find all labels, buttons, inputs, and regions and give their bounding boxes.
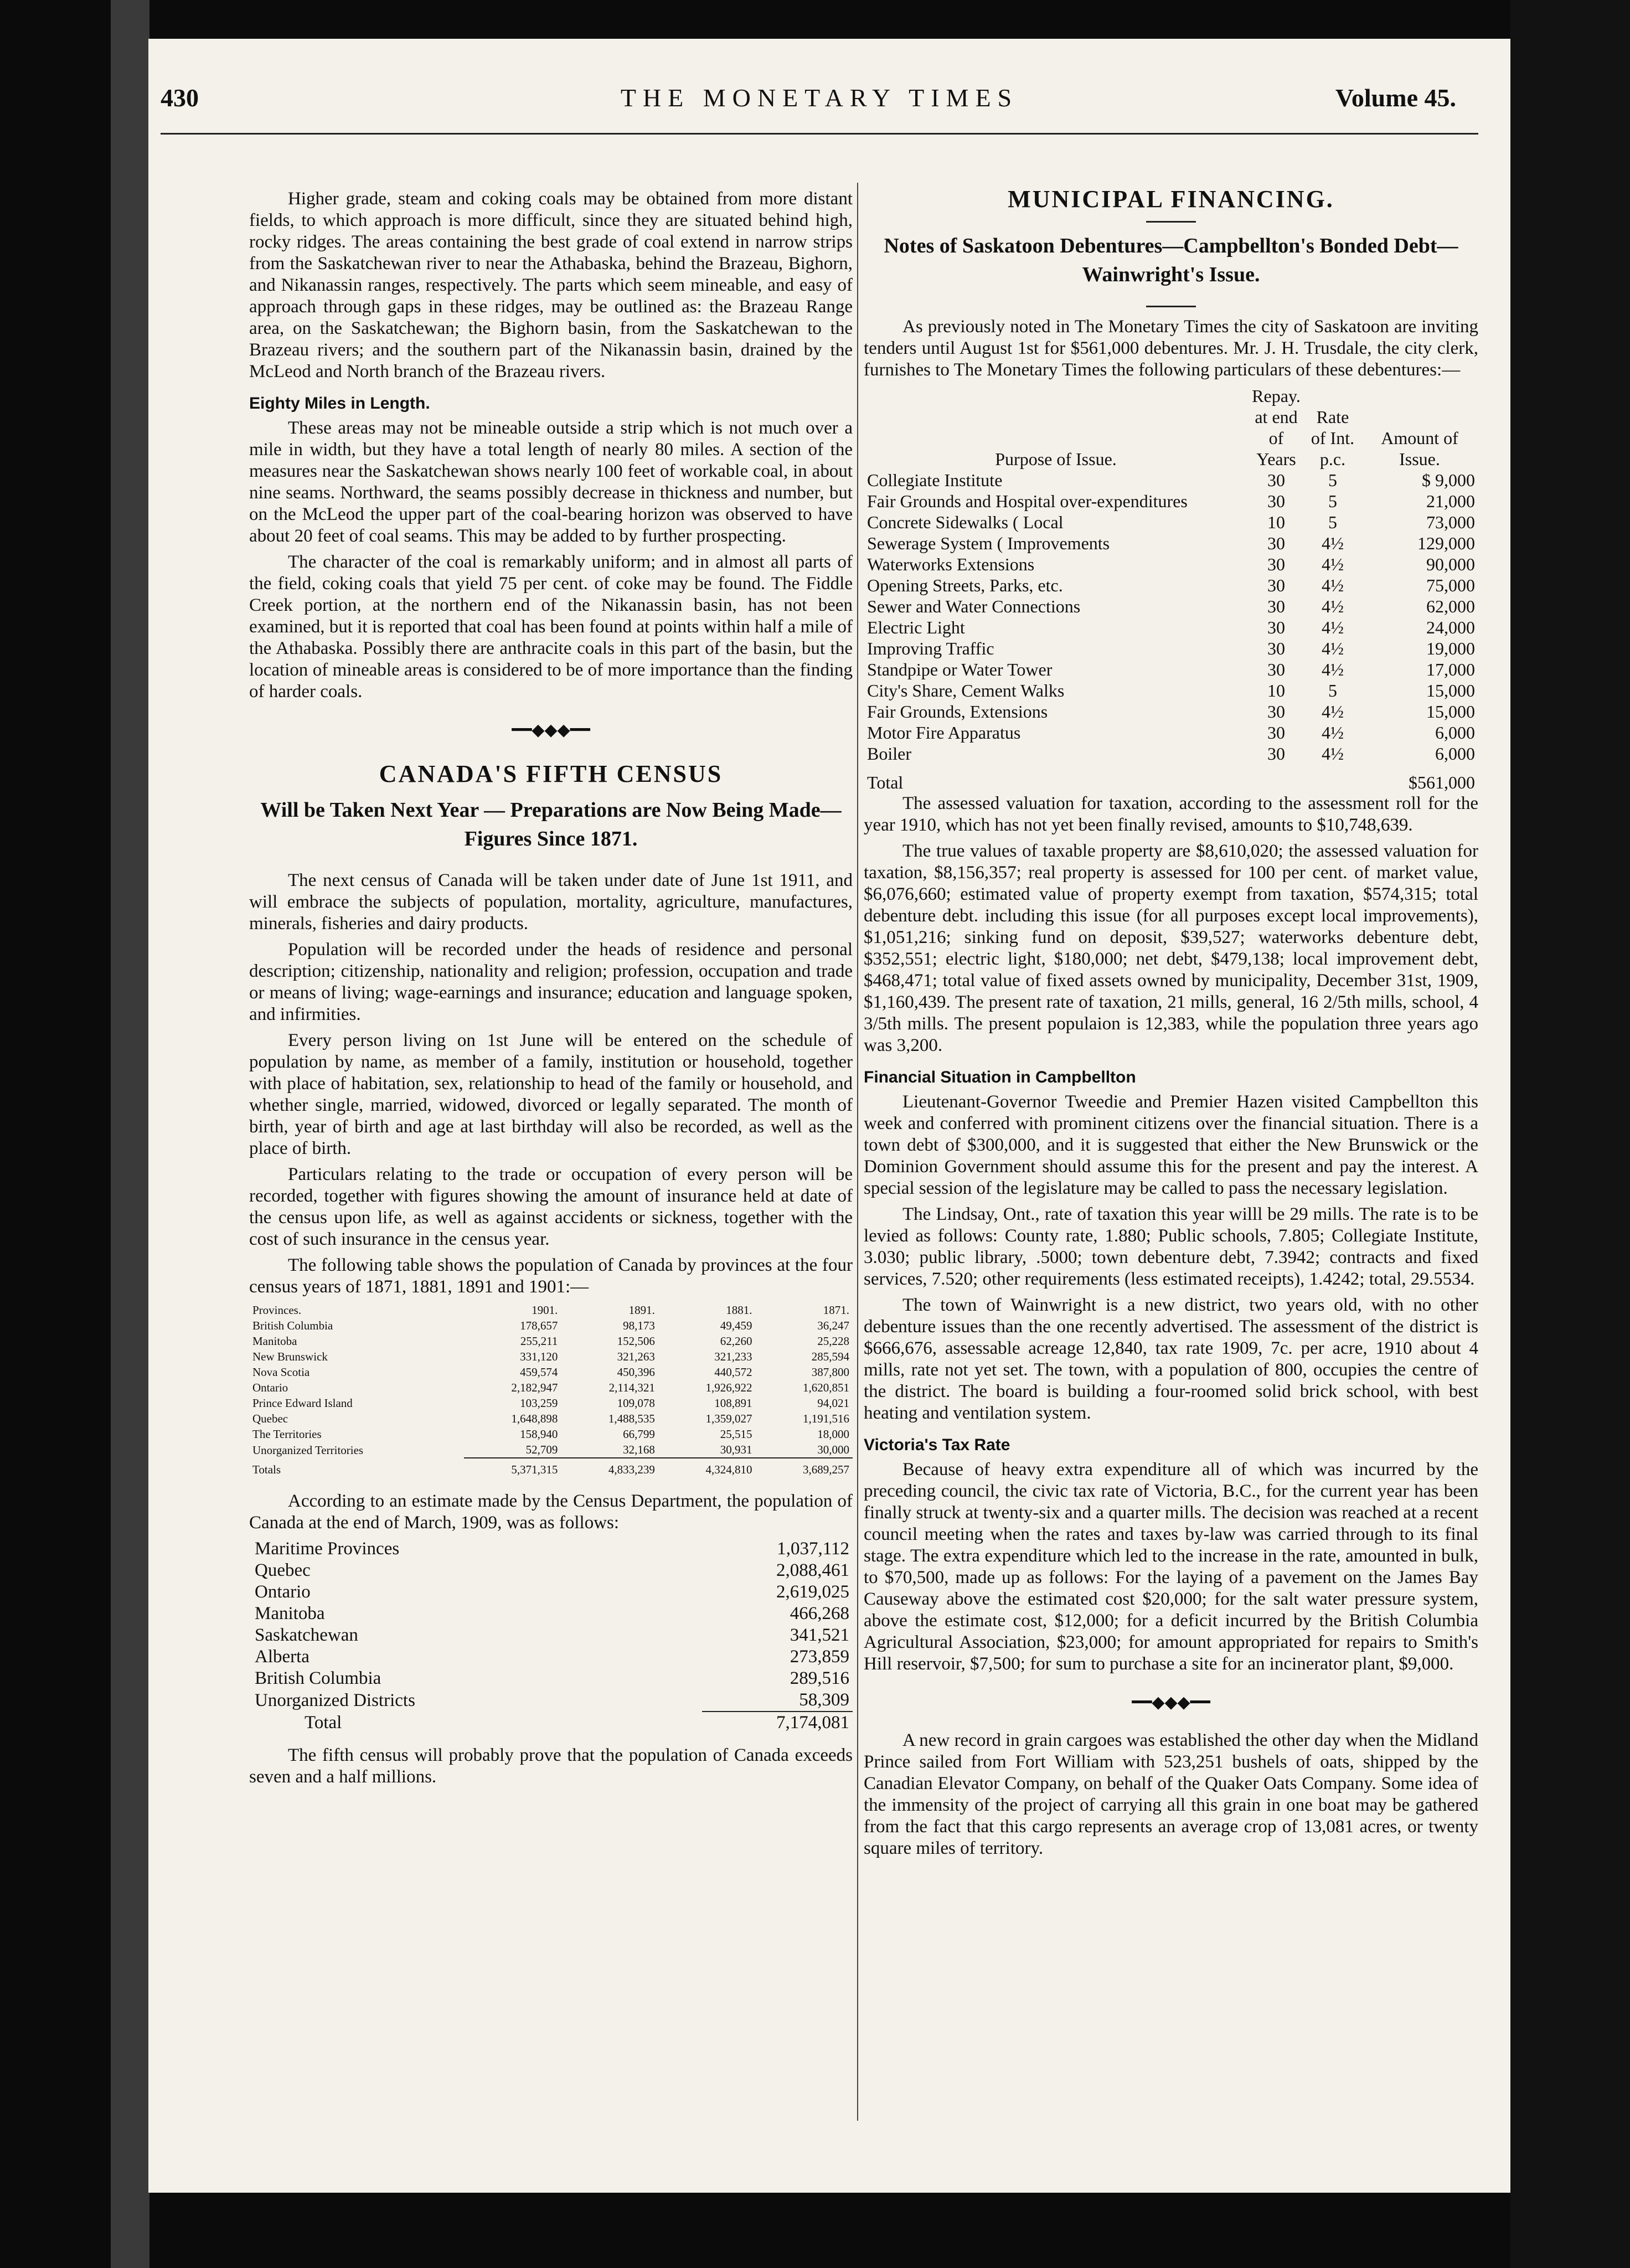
population-value: 66,799: [623, 1427, 655, 1441]
population-value: 1,648,898: [511, 1412, 558, 1425]
debenture-amount: 129,000: [1417, 533, 1475, 553]
census-row: [249, 1411, 853, 1426]
province-name: Unorganized Territories: [252, 1443, 364, 1457]
debenture-purpose: Waterworks Extensions: [867, 554, 1035, 574]
volume-label: Volume 45.: [1335, 84, 1456, 112]
estimate-row: [249, 1538, 853, 1560]
region-name: Quebec: [255, 1560, 311, 1580]
census-paragraph-7: The fifth census will probably prove that the population of Canada exceeds seven and a half millions.: [249, 1745, 853, 1787]
region-name: Manitoba: [255, 1604, 325, 1623]
census-paragraph-1: The next census of Canada will be taken under date of June 1st 1911, and will embrace the subjects of population, mortality, agriculture, manufactures, minerals, fisheries and dairy products.: [249, 870, 853, 934]
paper-title: THE MONETARY TIMES: [620, 84, 1019, 112]
census-headline: CANADA'S FIFTH CENSUS: [379, 760, 723, 787]
region-name: Unorganized Districts: [255, 1690, 415, 1710]
region-name: Saskatchewan: [255, 1625, 358, 1645]
population-value: 321,263: [617, 1350, 655, 1363]
debenture-amount: 90,000: [1426, 554, 1475, 574]
debenture-row: [864, 491, 1478, 512]
debenture-purpose: Opening Streets, Parks, etc.: [867, 575, 1063, 595]
debenture-row: [864, 533, 1478, 554]
population-value: 1,926,922: [705, 1381, 752, 1394]
debenture-years: 10: [1267, 512, 1285, 532]
binding-edge: [111, 0, 149, 2268]
estimate-row: [249, 1689, 853, 1712]
right-column: [864, 185, 1478, 1864]
province-name: The Territories: [252, 1427, 322, 1441]
debenture-amount: 62,000: [1426, 596, 1475, 616]
census-total-row: [249, 1458, 853, 1477]
debenture-rate: 5: [1328, 491, 1337, 511]
population-value: 178,657: [520, 1319, 558, 1332]
debenture-purpose: City's Share, Cement Walks: [867, 681, 1065, 700]
municipal-paragraph-3: The true values of taxable property are $8,610,020; the assessed valuation for taxation, $8,156,357; real property is assessed for 100 per cent. of market value, $6,076,660; estimated value of property exempt from taxation, $574,315; total debenture debt. including this issue (for all purposes except local improvements), $1,051,216; sinking fund on deposit, $39,527; waterworks debenture debt, $352,551; electric light, $180,000; net debt, $479,138; local improvement debt, $468,471; total value of fixed assets owned by municipality, December 31st, 1909, $1,160,439. The present rate of taxation, 21 mills, general, 16 2/5th mills, school, 4 3/5th mills. The present populaion is 12,383, while the population three years ago was 3,200.: [864, 841, 1478, 1055]
estimate-row: [249, 1603, 853, 1625]
population-value: 450,396: [617, 1365, 655, 1379]
population-value: 285,594: [811, 1350, 849, 1363]
estimate-total-label: Total: [305, 1712, 342, 1733]
census-row: [249, 1442, 853, 1458]
debenture-purpose: Improving Traffic: [867, 638, 994, 658]
debenture-rate: 4½: [1322, 554, 1344, 574]
estimate-row: [249, 1646, 853, 1668]
estimate-total-row: [249, 1712, 853, 1734]
debenture-years: 10: [1267, 681, 1285, 700]
population-value: 1,191,516: [803, 1412, 849, 1425]
debenture-amount: 6,000: [1435, 723, 1475, 743]
census-row: [249, 1364, 853, 1380]
census-deck: Will be Taken Next Year — Preparations are Now Being Made—Figures Since 1871.: [260, 798, 842, 850]
census-row: [249, 1426, 853, 1442]
page-number: 430: [161, 84, 199, 112]
debenture-rate: 4½: [1322, 744, 1344, 764]
totals-value: 5,371,315: [464, 1458, 561, 1477]
debenture-amount: 6,000: [1435, 744, 1475, 764]
debenture-years: 30: [1267, 554, 1285, 574]
census-paragraph-3: Every person living on 1st June will be entered on the schedule of population by name, as member of a family, institution or household, together with place of habitation, sex, relationship to head of the family or household, and whether single, married, widowed, divorced or legally separated. The month of birth, year of birth and age at last birthday will also be recorded, as well as the place of birth.: [249, 1030, 853, 1158]
debenture-purpose: Collegiate Institute: [867, 470, 1003, 490]
region-population: 341,521: [790, 1625, 849, 1645]
population-value: 18,000: [817, 1427, 849, 1441]
census-row: [249, 1395, 853, 1411]
saskatoon-total-label: Total: [867, 772, 904, 792]
region-name: Maritime Provinces: [255, 1539, 400, 1559]
debenture-years: 30: [1267, 575, 1285, 595]
col-purpose: Purpose of Issue.: [995, 449, 1117, 469]
debenture-years: 30: [1267, 723, 1285, 743]
debenture-amount: $ 9,000: [1422, 470, 1475, 490]
rule: [1146, 306, 1196, 307]
debenture-row: [864, 596, 1478, 617]
population-value: 2,182,947: [511, 1381, 558, 1394]
debenture-row: [864, 722, 1478, 743]
estimate-row: [249, 1668, 853, 1689]
population-value: 36,247: [817, 1319, 849, 1332]
debenture-row: [864, 575, 1478, 596]
population-value: 1,488,535: [608, 1412, 655, 1425]
region-population: 58,309: [799, 1690, 849, 1710]
census-paragraph-2: Population will be recorded under the heads of residence and personal description; citizenship, nationality and religion; profession, occupation and trade or means of living; wage-earnings and insurance; education and language spoken, and infirmities.: [249, 940, 853, 1024]
population-value: 1,359,027: [705, 1412, 752, 1425]
municipal-paragraph-5: The Lindsay, Ont., rate of taxation this year willl be 29 mills. The rate is to be levied as follows: County rate, 1.880; Public schools, 7.805; Collegiate Institute, 3.030; public library, .5000; town debenture debt, 7.3942; contracts and fixed services, 7.520; other requirements (less estimated receipts), 1.4242; total, 29.5534.: [864, 1204, 1478, 1289]
province-name: British Columbia: [252, 1319, 333, 1332]
debenture-rate: 5: [1328, 681, 1337, 700]
population-value: 387,800: [811, 1365, 849, 1379]
debenture-purpose: Fair Grounds and Hospital over-expenditures: [867, 491, 1188, 511]
population-value: 32,168: [623, 1443, 655, 1456]
population-value: 52,709: [525, 1443, 558, 1456]
debenture-purpose: Motor Fire Apparatus: [867, 723, 1021, 743]
debenture-row: [864, 617, 1478, 638]
debenture-amount: 21,000: [1426, 491, 1475, 511]
saskatoon-table: [864, 385, 1478, 793]
debenture-rate: 4½: [1322, 659, 1344, 679]
debenture-years: 30: [1267, 533, 1285, 553]
debenture-row: [864, 659, 1478, 680]
population-value: 25,228: [817, 1334, 849, 1348]
debenture-rate: 4½: [1322, 702, 1344, 721]
debenture-rate: 4½: [1322, 617, 1344, 637]
region-population: 466,268: [790, 1604, 849, 1623]
population-value: 98,173: [623, 1319, 655, 1332]
col-1871: 1871.: [823, 1303, 849, 1317]
population-value: 2,114,321: [608, 1381, 655, 1394]
population-value: 25,515: [720, 1427, 752, 1441]
population-value: 321,233: [714, 1350, 752, 1363]
census-paragraph-5: The following table shows the population of Canada by provinces at the four census years of 1871, 1881, 1891 and 1901:—: [249, 1255, 853, 1297]
subhead-campbellton: Financial Situation in Campbellton: [864, 1068, 1136, 1086]
saskatoon-total-value: $561,000: [1409, 772, 1475, 792]
totals-value: 4,833,239: [561, 1458, 658, 1477]
population-value: 158,940: [520, 1427, 558, 1441]
province-name: Quebec: [252, 1412, 288, 1425]
population-value: 255,211: [520, 1334, 558, 1348]
col-provinces: Provinces.: [252, 1303, 302, 1317]
debenture-purpose: Concrete Sidewalks ( Local: [867, 512, 1064, 532]
population-value: 440,572: [714, 1365, 752, 1379]
debenture-years: 30: [1267, 702, 1285, 721]
estimate-row: [249, 1560, 853, 1581]
column-divider: [857, 183, 858, 2121]
estimate-total-value: 7,174,081: [702, 1712, 853, 1734]
province-name: New Brunswick: [252, 1350, 328, 1363]
subhead-victoria: Victoria's Tax Rate: [864, 1436, 1010, 1454]
totals-value: 3,689,257: [755, 1458, 853, 1477]
population-value: 49,459: [720, 1319, 752, 1332]
subhead-eighty-miles: Eighty Miles in Length.: [249, 394, 430, 413]
scan-margin: [1510, 0, 1630, 2268]
region-population: 2,088,461: [776, 1560, 849, 1580]
coal-paragraph-1: Higher grade, steam and coking coals may be obtained from more distant fields, to which approach is more difficult, since they are situated behind high, rocky ridges. The areas containing the best grade of coal extend in narrow strips from the Saskatchewan river to near the Athabaska, behind the Brazeau, Bighorn, and Nikanassin ranges, respectively. The parts which seem mineable, and easy of approach through gaps in these ridges, may be outlined as: the Brazeau Range area, on the Saskatchewan; the Bighorn basin, from the Saskatchewan to the Brazeau rivers; and the southern part of the Nikanassin basin, drained by the McLeod and North branch of the Brazeau rivers.: [249, 189, 853, 382]
debenture-amount: 15,000: [1426, 681, 1475, 700]
population-value: 30,000: [817, 1443, 849, 1456]
coal-paragraph-2: These areas may not be mineable outside a strip which is not much over a mile in width, but they have a total length of nearly 80 miles. A section of the measures near the Saskatchewan shows nearly 100 feet of workable coal, in about nine seams. Northward, the seams possibly decrease in thickness and number, but on the McLeod the upper part of the coal-bearing horizon was observed to have about 20 feet of coal seams. This may be added to by further prospecting.: [249, 418, 853, 546]
debenture-purpose: Electric Light: [867, 617, 965, 637]
col-1901: 1901.: [532, 1303, 558, 1317]
municipal-deck: Notes of Saskatoon Debentures—Campbellton's Bonded Debt—Wainwright's Issue.: [884, 234, 1458, 286]
debenture-years: 30: [1267, 659, 1285, 679]
col-1891: 1891.: [628, 1303, 655, 1317]
totals-value: 4,324,810: [658, 1458, 756, 1477]
debenture-purpose: Standpipe or Water Tower: [867, 659, 1053, 679]
debenture-row: [864, 554, 1478, 575]
region-name: British Columbia: [255, 1668, 381, 1688]
debenture-row: [864, 743, 1478, 764]
debenture-rate: 4½: [1322, 575, 1344, 595]
municipal-paragraph-7: Because of heavy extra expenditure all of which was incurred by the preceding council, the civic tax rate of Victoria, B.C., for the current year has been finally struck at twenty-six and a quarter mills. The decision was reached at a recent council meeting when the rates and taxes by-law was carried through to its final stage. The extra expenditure which led to the increase in the rate, amounted in bulk, to $70,500, made up as follows: For the laying of a pavement on the James Bay Causeway above the estimated cost $20,000; for the salt water pressure system, above the estimate cost, $12,000; for a deficit incurred by the British Columbia Agricultural Association, $23,000; for amount appropriated for repairs to Smith's Hill reservoir, $7,500; for sum to purchase a site for an incinerator plant, $9,000.: [864, 1460, 1478, 1674]
estimate-row: [249, 1625, 853, 1646]
debenture-row: [864, 470, 1478, 491]
debenture-purpose: Sewer and Water Connections: [867, 596, 1081, 616]
region-population: 2,619,025: [776, 1582, 849, 1602]
province-name: Prince Edward Island: [252, 1396, 353, 1410]
debenture-rate: 5: [1328, 512, 1337, 532]
debenture-rate: 4½: [1322, 723, 1344, 743]
population-value: 459,574: [520, 1365, 558, 1379]
province-name: Nova Scotia: [252, 1365, 310, 1379]
debenture-rate: 4½: [1322, 533, 1344, 553]
census-table-header: [249, 1302, 853, 1318]
col-amount: Amount of Issue.: [1381, 428, 1458, 469]
region-name: Alberta: [255, 1647, 310, 1667]
census-row: [249, 1333, 853, 1349]
debenture-purpose: Sewerage System ( Improvements: [867, 533, 1110, 553]
population-value: 1,620,851: [803, 1381, 849, 1394]
debenture-years: 30: [1267, 470, 1285, 490]
debenture-amount: 24,000: [1426, 617, 1475, 637]
debenture-row: [864, 638, 1478, 659]
population-value: 108,891: [714, 1396, 752, 1410]
population-value: 94,021: [817, 1396, 849, 1410]
coal-paragraph-3: The character of the coal is remarkably uniform; and in almost all parts of the field, coking coals that yield 75 per cent. of coke may be found. The Fiddle Creek portion, at the northern end of the Nikanassin basin, has not been examined, but it is reported that coal has been found at points within half a mile of the Athabaska. Possibly there are anthracite coals in this part of the basin, but the location of mineable areas is considered to be of more importance than the finding of harder coals.: [249, 552, 853, 702]
totals-label: Totals: [252, 1462, 281, 1476]
debenture-years: 30: [1267, 596, 1285, 616]
debenture-years: 30: [1267, 617, 1285, 637]
census-row: [249, 1349, 853, 1364]
region-population: 289,516: [790, 1668, 849, 1688]
saskatoon-total-row: [864, 764, 1478, 793]
debenture-years: 30: [1267, 744, 1285, 764]
ornament-divider: ━━◆◆◆━━: [512, 721, 590, 739]
debenture-amount: 17,000: [1426, 659, 1475, 679]
saskatoon-table-header: [864, 385, 1478, 470]
debenture-row: [864, 680, 1478, 701]
census-paragraph-6: According to an estimate made by the Census Department, the population of Canada at the end of March, 1909, was as follows:: [249, 1491, 853, 1533]
debenture-rate: 5: [1328, 470, 1337, 490]
debenture-amount: 75,000: [1426, 575, 1475, 595]
debenture-amount: 15,000: [1426, 702, 1475, 721]
municipal-paragraph-6: The town of Wainwright is a new district, two years old, with no other debenture issues than the one recently advertised. The assessment of the district is $666,676, assessable acreage 12,840, tax rate 1909, 7c. per acre, 1910 about 4 mills, rate not yet set. The town, with a population of 800, occupies the centre of the district. The board is building a four-roomed solid brick school, with best heating and ventilation system.: [864, 1295, 1478, 1423]
debenture-row: [864, 701, 1478, 722]
municipal-paragraph-2: The assessed valuation for taxation, according to the assessment roll for the year 1910, which has not yet been finally revised, amounts to $10,748,639.: [864, 793, 1478, 835]
population-value: 62,260: [720, 1334, 752, 1348]
population-value: 109,078: [617, 1396, 655, 1410]
debenture-purpose: Boiler: [867, 744, 911, 764]
debenture-purpose: Fair Grounds, Extensions: [867, 702, 1048, 721]
debenture-amount: 19,000: [1426, 638, 1475, 658]
population-value: 331,120: [520, 1350, 558, 1363]
page-header: [161, 83, 1478, 135]
census-table: [249, 1302, 853, 1477]
estimate-table: [249, 1538, 853, 1734]
municipal-headline: MUNICIPAL FINANCING.: [1008, 185, 1334, 213]
province-name: Manitoba: [252, 1334, 297, 1348]
ornament-divider: ━━◆◆◆━━: [1132, 1693, 1210, 1712]
population-value: 30,931: [720, 1443, 752, 1456]
col-rate: Rate of Int. p.c.: [1311, 407, 1355, 469]
region-population: 1,037,112: [777, 1539, 849, 1559]
municipal-paragraph-4: Lieutenant-Governor Tweedie and Premier Hazen visited Campbellton this week and conferred with prominent citizens over the financial situation. There is a town debt of $300,000, and it is suggested that either the New Brunswick or the Dominion Government should assume this for the present and pay the interest. A special session of the legislature may be called to pass the necessary legislation.: [864, 1092, 1478, 1198]
rule: [1146, 221, 1196, 223]
municipal-paragraph-1: As previously noted in The Monetary Times the city of Saskatoon are inviting tenders until August 1st for $561,000 debentures. Mr. J. H. Trusdale, the city clerk, furnishes to The Monetary Times the following particulars of these debentures:—: [864, 317, 1478, 380]
census-row: [249, 1318, 853, 1333]
debenture-row: [864, 512, 1478, 533]
census-row: [249, 1380, 853, 1395]
left-column: [249, 188, 853, 1792]
debenture-amount: 73,000: [1426, 512, 1475, 532]
grain-paragraph: A new record in grain cargoes was established the other day when the Midland Prince sailed from Fort William with 523,251 bushels of oats, shipped by the Canadian Elevator Company, on behalf of the Quaker Oats Company. Some idea of the immensity of the project of carrying all this grain in one boat may be gathered from the fact that this cargo represents an average crop of 13,081 acres, or twenty square miles of territory.: [864, 1730, 1478, 1858]
estimate-row: [249, 1581, 853, 1603]
population-value: 152,506: [617, 1334, 655, 1348]
region-name: Ontario: [255, 1582, 311, 1602]
population-value: 103,259: [520, 1396, 558, 1410]
region-population: 273,859: [790, 1647, 849, 1667]
debenture-years: 30: [1267, 638, 1285, 658]
col-repay: Repay. at end of Years: [1252, 386, 1301, 469]
debenture-years: 30: [1267, 491, 1285, 511]
province-name: Ontario: [252, 1381, 288, 1394]
debenture-rate: 4½: [1322, 638, 1344, 658]
census-paragraph-4: Particulars relating to the trade or occupation of every person will be recorded, together with figures showing the amount of insurance held at date of the census upon life, as well as against accidents or sickness, together with the cost of such insurance in the census year.: [249, 1164, 853, 1249]
debenture-rate: 4½: [1322, 596, 1344, 616]
col-1881: 1881.: [726, 1303, 752, 1317]
